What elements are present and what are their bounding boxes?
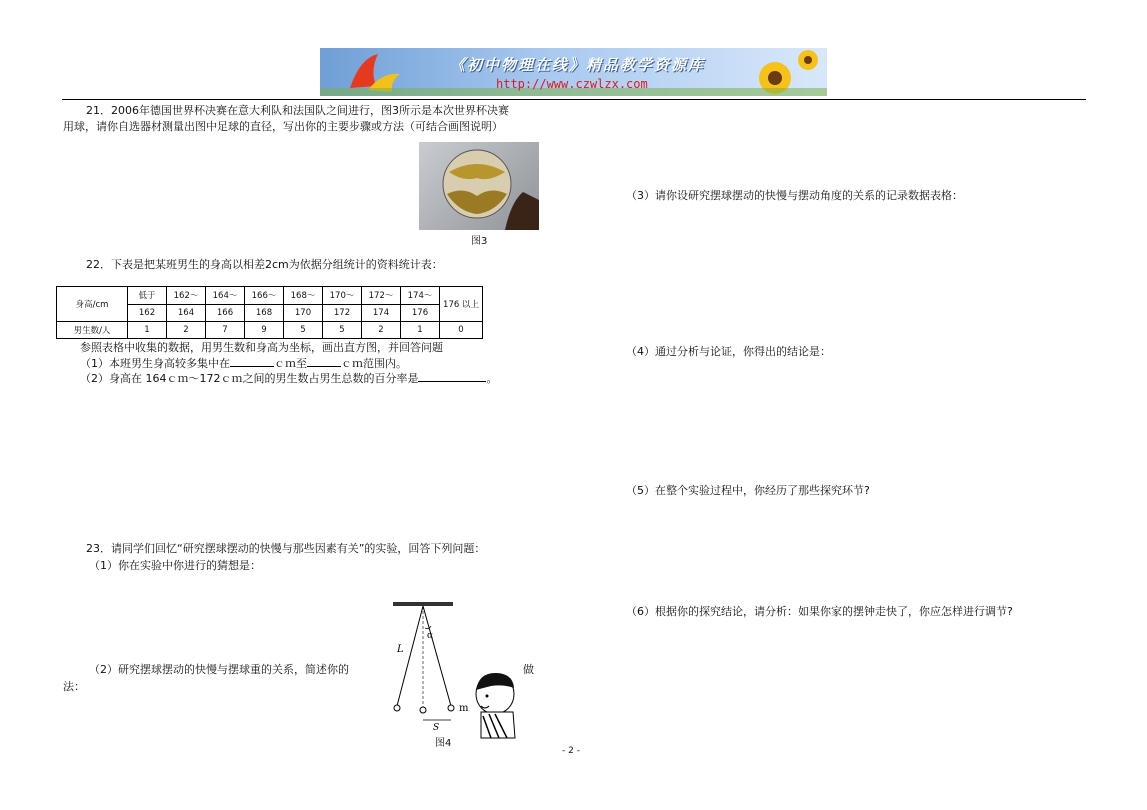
table-header-count: 男生数/人 — [57, 322, 128, 339]
table-cell: 172～ — [362, 287, 401, 305]
label-mass: m — [459, 703, 469, 714]
ceiling-support — [393, 602, 453, 606]
q22-part1-a: （1）本班男生身高较多集中在 — [80, 357, 230, 370]
table-row-counts — [57, 322, 483, 339]
banner-url[interactable]: http://www.czwlzx.com — [496, 77, 648, 91]
table-cell: 5 — [323, 322, 362, 339]
answer-blank[interactable] — [307, 355, 341, 367]
table-cell: 172 — [323, 304, 362, 322]
q22-instruction: 参照表格中收集的数据，用男生数和身高为坐标，画出直方图，并回答问题 — [80, 341, 443, 354]
label-length: L — [397, 644, 404, 655]
table-header-height: 身高/cm — [57, 287, 128, 322]
q23-part2-c: 法： — [63, 680, 85, 693]
q22-part1-b: ｃｍ至 — [274, 357, 307, 370]
answer-blank[interactable] — [230, 355, 274, 367]
football-image — [419, 142, 539, 230]
header-banner — [320, 48, 827, 96]
table-cell: 0 — [440, 322, 483, 339]
table-cell: 1 — [128, 322, 167, 339]
bob-left — [394, 705, 400, 711]
fig4-caption: 图4 — [435, 738, 452, 749]
table-cell: 166～ — [245, 287, 284, 305]
table-cell: 2 — [167, 322, 206, 339]
banner-title: 《初中物理在线》精品教学资源库 — [450, 56, 706, 74]
q23-part2-a: （2）研究摆球摆动的快慢与摆球重的关系，简述你的 — [89, 663, 349, 676]
page-number: - 2 - — [562, 746, 580, 756]
q22-part2 — [80, 370, 497, 386]
q21-line2: 用球，请你自选器材测量出图中足球的直径，写出你的主要步骤或方法（可结合画图说明） — [63, 120, 503, 133]
bob-right — [448, 705, 454, 711]
table-cell: 7 — [206, 322, 245, 339]
table-cell: 164～ — [206, 287, 245, 305]
q23-part4: （4）通过分析与论证，你得出的结论是： — [626, 345, 831, 358]
table-cell: 168 — [245, 304, 284, 322]
string-right — [423, 606, 451, 706]
angle-arc — [425, 626, 431, 629]
boy-figure — [476, 673, 515, 738]
table-cell: 174 — [362, 304, 401, 322]
table-cell: 166 — [206, 304, 245, 322]
answer-blank[interactable] — [418, 370, 486, 382]
q22-part1 — [80, 355, 407, 371]
header-rule — [62, 99, 1086, 100]
q23-part5: （5）在整个实验过程中，你经历了那些探究环节? — [626, 484, 870, 497]
table-cell: 174～ — [401, 287, 440, 305]
bob-center — [420, 707, 426, 713]
table-cell: 168～ — [284, 287, 323, 305]
table-cell: 162～ — [167, 287, 206, 305]
q23-part3: （3）请你设研究摆球摆动的快慢与摆动角度的关系的记录数据表格： — [626, 189, 963, 202]
label-angle: α — [427, 631, 434, 641]
fig3-caption: 图3 — [471, 236, 488, 247]
height-stats-table — [56, 286, 483, 339]
label-distance: S — [433, 723, 440, 733]
string-left — [397, 606, 423, 706]
q22-intro: 22．下表是把某班男生的身高以相差2cm为依据分组统计的资料统计表： — [86, 258, 443, 271]
table-cell: 2 — [362, 322, 401, 339]
table-cell: 1 — [401, 322, 440, 339]
table-cell: 5 — [284, 322, 323, 339]
football-photo — [419, 142, 539, 230]
table-row-heights — [57, 287, 483, 305]
q22-part1-c: ｃｍ范围内。 — [341, 357, 407, 370]
table-cell: 低于 — [128, 287, 167, 305]
q23-part6: （6）根据你的探究结论，请分析：如果你家的摆钟走快了，你应怎样进行调节? — [626, 605, 1013, 618]
table-cell: 170～ — [323, 287, 362, 305]
table-cell: 9 — [245, 322, 284, 339]
table-cell: 176 以上 — [440, 287, 483, 322]
q22-part2-b: 。 — [486, 372, 498, 385]
table-cell: 176 — [401, 304, 440, 322]
table-cell: 164 — [167, 304, 206, 322]
pendulum-diagram — [385, 598, 535, 742]
table-cell: 170 — [284, 304, 323, 322]
table-cell: 162 — [128, 304, 167, 322]
q23-part2-b: 做 — [523, 663, 534, 676]
q22-part2-a: （2）身高在 164ｃｍ～172ｃｍ之间的男生数占男生总数的百分率是 — [80, 372, 419, 385]
q23-part1: （1）你在实验中你进行的猜想是： — [89, 559, 261, 572]
q23-intro: 23．请同学们回忆“研究摆球摆动的快慢与那些因素有关”的实验，回答下列问题： — [86, 542, 486, 555]
q21-line1: 21．2006年德国世界杯决赛在意大利队和法国队之间进行，图3所示是本次世界杯决赛 — [86, 104, 509, 117]
